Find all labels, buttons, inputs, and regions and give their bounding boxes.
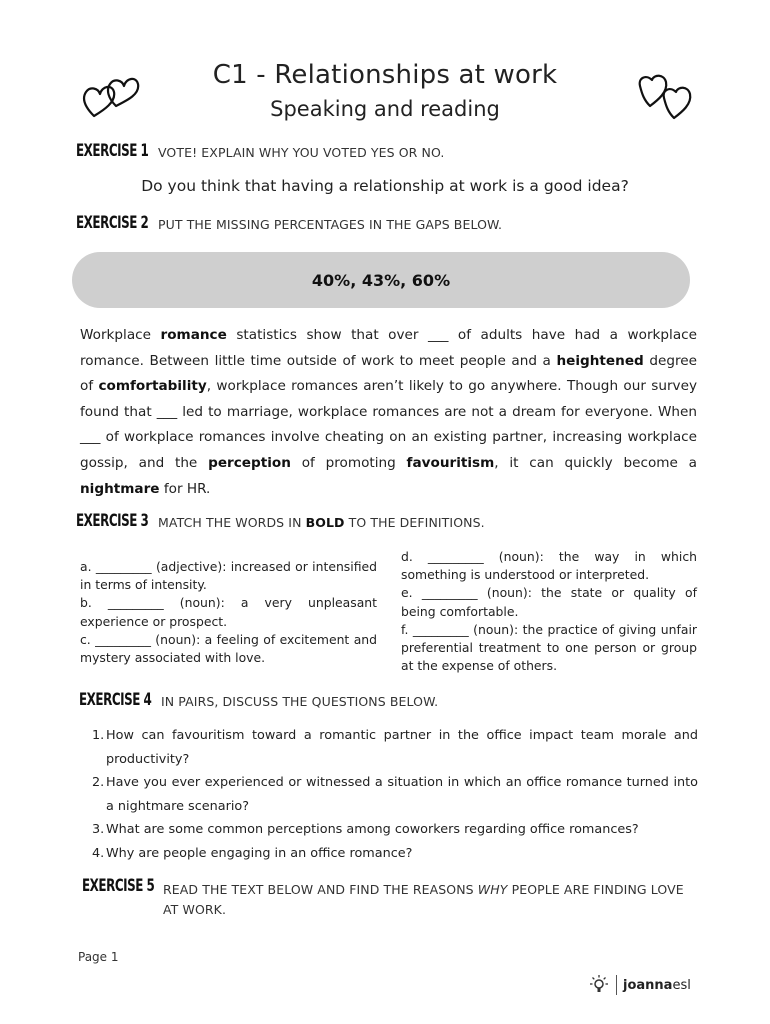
exercise-4-instruction: IN PAIRS, DISCUSS THE QUESTIONS BELOW. [161, 694, 439, 709]
exercise-4-label: EXERCISE 4 [79, 690, 152, 710]
list-text: How can favouritism toward a romantic partner in the office impact team morale and productivity? [106, 728, 698, 767]
paragraph-text: , it can quickly become a [494, 454, 697, 471]
definitions-left [80, 558, 377, 667]
brand-name-b: esl [672, 977, 691, 993]
definitions-right [401, 548, 697, 675]
paragraph-text: degree of [80, 352, 697, 395]
list-item [92, 842, 698, 866]
exercise-1-instruction: VOTE! EXPLAIN WHY YOU VOTED YES OR NO. [158, 145, 445, 160]
bold-keyword: romance [160, 327, 227, 343]
list-item [92, 724, 698, 771]
instruction-text: MATCH THE WORDS IN [158, 515, 306, 530]
definition-d: d. _________ (noun): the way in which something is understood or interpreted. [401, 549, 697, 583]
bold-keyword: favouritism [406, 454, 495, 471]
list-number: 1. [92, 728, 105, 743]
list-text: Have you ever experienced or witnessed a situation in which an office romance turned into a nightmare scenario? [106, 775, 698, 814]
exercise-5-instruction [163, 880, 703, 920]
list-number: 4. [92, 845, 105, 861]
page-subtitle: Speaking and reading [270, 97, 500, 121]
instruction-text: PEOPLE ARE FINDING LOVE AT WORK. [163, 882, 684, 917]
hearts-icon [80, 72, 142, 120]
paragraph-text: Workplace [80, 327, 161, 343]
bold-keyword: heightened [556, 352, 644, 369]
paragraph-text: of promoting [290, 454, 407, 471]
list-item [92, 771, 698, 818]
bold-keyword: perception [208, 454, 291, 471]
bold-keyword: nightmare [80, 480, 160, 497]
instruction-italic: WHY [477, 882, 508, 897]
instruction-bold: BOLD [305, 515, 345, 530]
exercise-1-question: Do you think that having a relationship at work is a good idea? [141, 177, 629, 195]
lightbulb-icon [588, 974, 610, 996]
definition-b: b. _________ (noun): a very unpleasant experience or prospect. [80, 595, 377, 629]
exercise-1-label: EXERCISE 1 [76, 141, 149, 161]
exercise-3-label: EXERCISE 3 [76, 511, 149, 531]
bold-keyword: comfortability [98, 378, 207, 395]
paragraph-text: statistics show that over ___ of adults have had a workplace romance. Between little time outside of work to meet people and a [80, 327, 697, 369]
brand-name-a: joanna [623, 977, 673, 993]
definition-e: e. _________ (noun): the state or quality of being comfortable. [401, 585, 697, 619]
exercise-2-instruction: PUT THE MISSING PERCENTAGES IN THE GAPS BELOW. [158, 217, 503, 232]
list-text: Why are people engaging in an office romance? [106, 845, 413, 861]
definition-c: c. _________ (noun): a feeling of excitement and mystery associated with love. [80, 631, 377, 666]
paragraph-text: for HR. [159, 480, 211, 497]
instruction-text: READ THE TEXT BELOW AND FIND THE REASONS [163, 882, 478, 897]
list-text: What are some common perceptions among coworkers regarding office romances? [106, 822, 639, 837]
exercise-5-label: EXERCISE 5 [82, 876, 155, 896]
percentages-box [72, 252, 690, 308]
exercise-3-instruction [158, 515, 485, 530]
exercise-2-label: EXERCISE 2 [76, 213, 149, 233]
list-number: 2. [92, 775, 105, 790]
list-number: 3. [92, 822, 105, 837]
definition-a: a. _________ (adjective): increased or intensified in terms of intensity. [80, 559, 377, 593]
hearts-icon [636, 72, 698, 120]
instruction-text: TO THE DEFINITIONS. [344, 515, 485, 530]
definition-f: f. _________ (noun): the practice of giving unfair preferential treatment to one person or group at the expense of others. [401, 621, 697, 674]
reading-paragraph [80, 323, 697, 502]
page-number: Page 1 [78, 950, 119, 964]
discussion-questions [92, 724, 698, 865]
brand-logo [588, 974, 691, 996]
paragraph-text: , workplace romances aren’t likely to go anywhere. Though our survey found that ___ led to marriage, workplace romances are not a dream for everyone. When ___ of workplace romances involve cheating on an existing partner, increasing workplace gossip, and the [80, 378, 697, 471]
list-item [92, 818, 698, 842]
percentages-options: 40%, 43%, 60% [311, 270, 451, 290]
page-title: C1 - Relationships at work [212, 60, 558, 90]
logo-divider [616, 975, 617, 995]
brand-name [623, 978, 691, 993]
